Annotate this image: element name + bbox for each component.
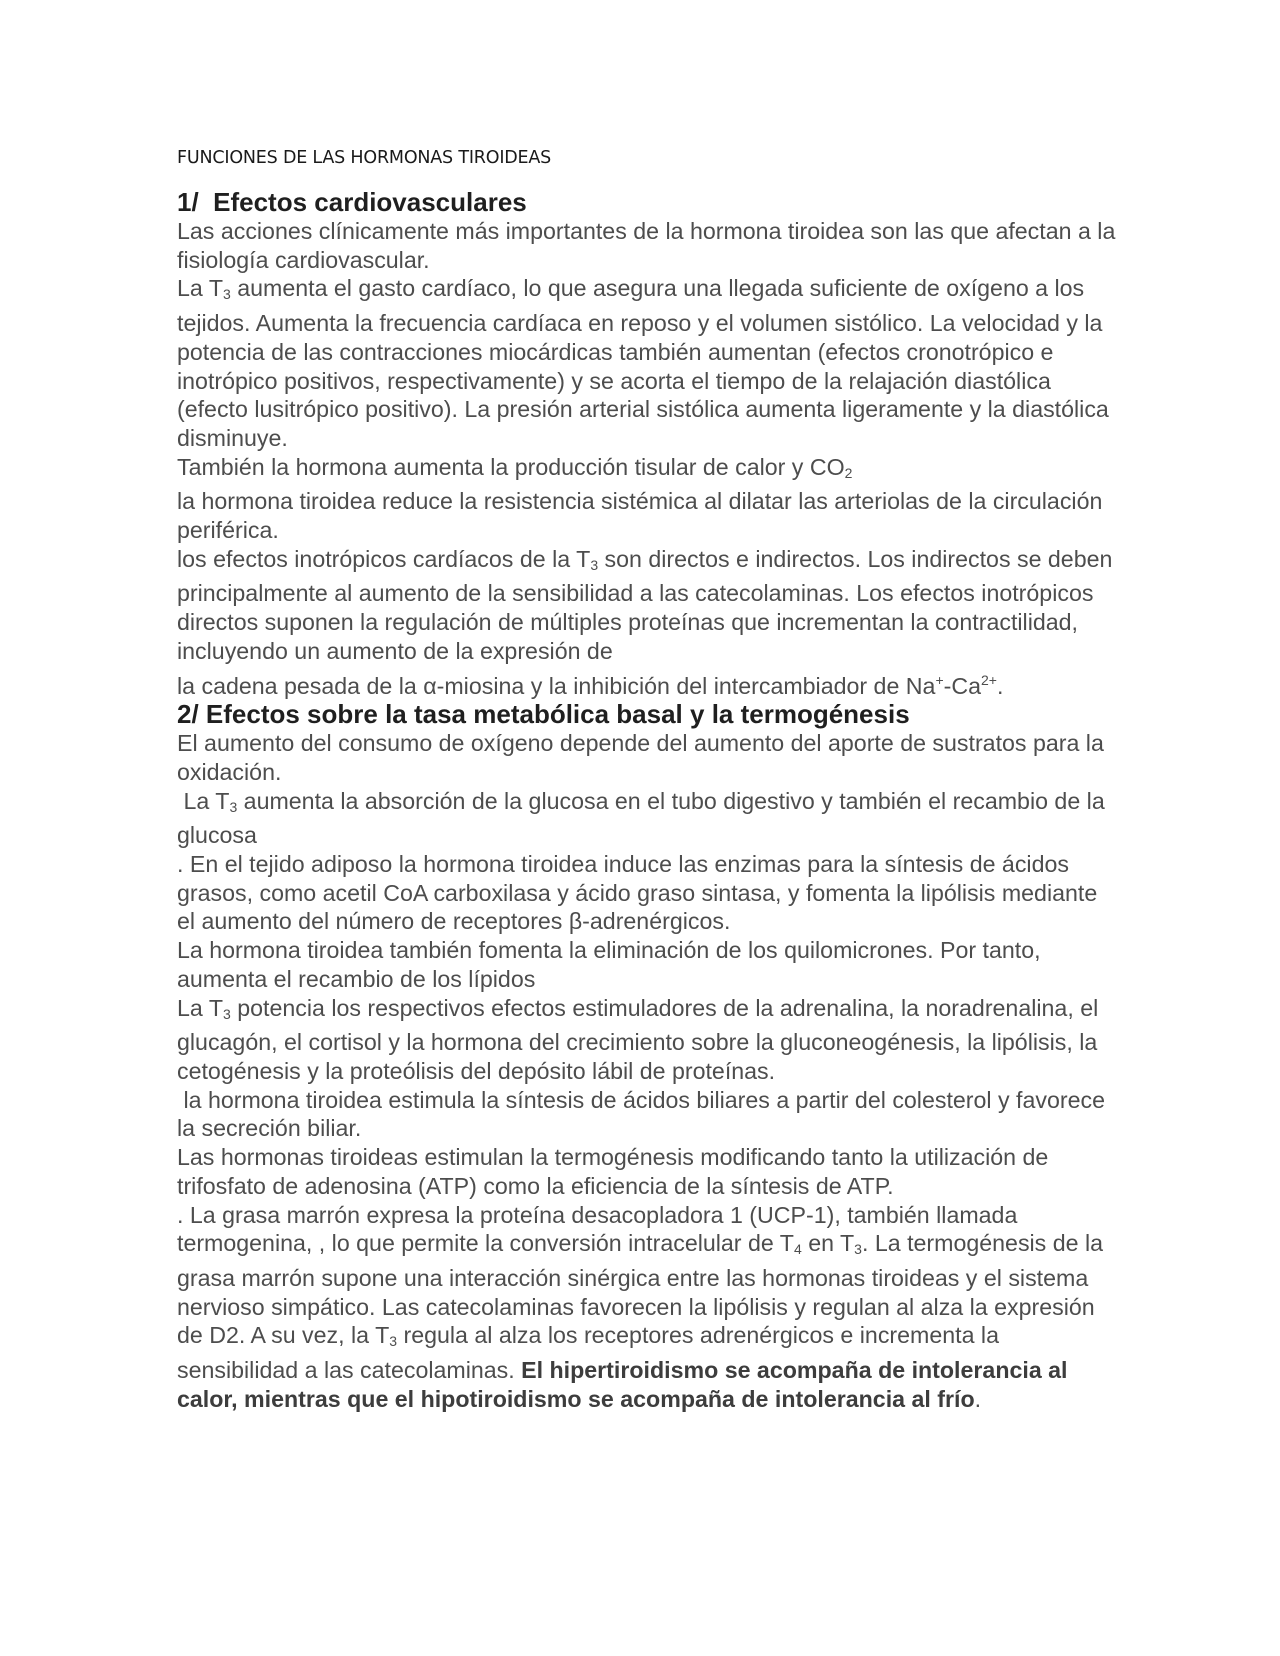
section-1-paragraph-4: la hormona tiroidea reduce la resistencia sistémica al dilatar las arteriolas de la circulación periférica.	[177, 488, 1103, 544]
section-2-paragraph-6: la hormona tiroidea estimula la síntesis de ácidos biliares a partir del colesterol y favorece la secreción biliar.	[177, 1086, 1112, 1142]
section-1-paragraph-6: la cadena pesada de la α-miosina y la inhibición del intercambiador de $Na^+-Ca^{2+}$.	[177, 671, 1004, 699]
section-2-paragraph-1: El aumento del consumo de oxígeno depende del aumento del aporte de sustratos para la oxidación.	[177, 730, 1104, 785]
bold-conclusion: El hipertiroidismo se acompaña de intolerancia al calor, mientras que el hipotiroidismo se acompaña de intolerancia al frío	[177, 1357, 1068, 1412]
document-page	[177, 148, 1117, 1413]
section-1-heading: 1/ Efectos cardiovasculares	[177, 187, 527, 217]
section-2-paragraph-7: Las hormonas tiroideas estimulan la termogénesis modificando tanto la utilización de trifosfato de adenosina (ATP) como la eficiencia de la síntesis de ATP.	[177, 1144, 1049, 1199]
section-1-paragraph-3: También la hormona aumenta la producción tisular de calor y $CO_2$	[177, 453, 853, 481]
section-1-paragraph-5: los efectos inotrópicos cardíacos de la $T_3$ son directos e indirectos. Los indirectos se deben principalmente al aumento de la sensibilidad a las catecolaminas. Los efectos inotrópicos directos suponen la regulación de múltiples proteínas que incrementan la contractilidad, incluyendo un aumento de la expresión de	[177, 545, 1113, 664]
section-2-paragraph-5: La $T_3$ potencia los respectivos efectos estimuladores de la adrenalina, la noradrenalina, el glucagón, el cortisol y la hormona del crecimiento sobre la gluconeogénesis, la lipólisis, la cetogénesis y la proteólisis del depósito lábil de proteínas.	[177, 994, 1099, 1084]
document-title: FUNCIONES DE LAS HORMONAS TIROIDEAS	[177, 148, 552, 168]
section-2-paragraph-4: La hormona tiroidea también fomenta la eliminación de los quilomicrones. Por tanto, aumenta el recambio de los lípidos	[177, 937, 1041, 992]
section-2-paragraph-3: . En el tejido adiposo la hormona tiroidea induce las enzimas para la síntesis de ácidos grasos, como acetil CoA carboxilasa y ácido graso sintasa, y fomenta la lipólisis mediante el aumento del número de receptores β-adrenérgicos.	[177, 851, 1098, 935]
section-1-paragraph-1: Las acciones clínicamente más importantes de la hormona tiroidea son las que afectan a la fisiología cardiovascular.	[177, 218, 1116, 273]
section-2-heading: 2/ Efectos sobre la tasa metabólica basal y la termogénesis	[177, 699, 910, 730]
section-2-paragraph-8: . La grasa marrón expresa la proteína desacopladora 1 (UCP-1), también llamada termogenina, , lo que permite la conversión intracelular de $T_4$ en $T_3$. La termogénesis de la grasa marrón supone una interacción sinérgica entre las hormonas tiroideas y el sistema nervioso simpático. Las catecolaminas favorecen la lipólisis y regulan al alza la expresión de D2. A su vez, la $T_3$ regula al alza los receptores adrenérgicos e incrementa la sensibilidad a las catecolaminas. El hipertiroidismo se acompaña de intolerancia al calor, mientras que el hipotiroidismo se acompaña de intolerancia al frío.	[177, 1201, 1104, 1412]
section-2-paragraph-2: La $T_3$ aumenta la absorción de la glucosa en el tubo digestivo y también el recambio de la glucosa	[177, 787, 1112, 849]
section-1-paragraph-2: La $T_3$ aumenta el gasto cardíaco, lo que asegura una llegada suficiente de oxígeno a los tejidos. Aumenta la frecuencia cardíaca en reposo y el volumen sistólico. La velocidad y la potencia de las contracciones miocárdicas también aumentan (efectos cronotrópico e inotrópico positivos, respectivamente) y se acorta el tiempo de la relajación diastólica (efecto lusitrópico positivo). La presión arterial sistólica aumenta ligeramente y la diastólica disminuye.	[177, 275, 1109, 451]
